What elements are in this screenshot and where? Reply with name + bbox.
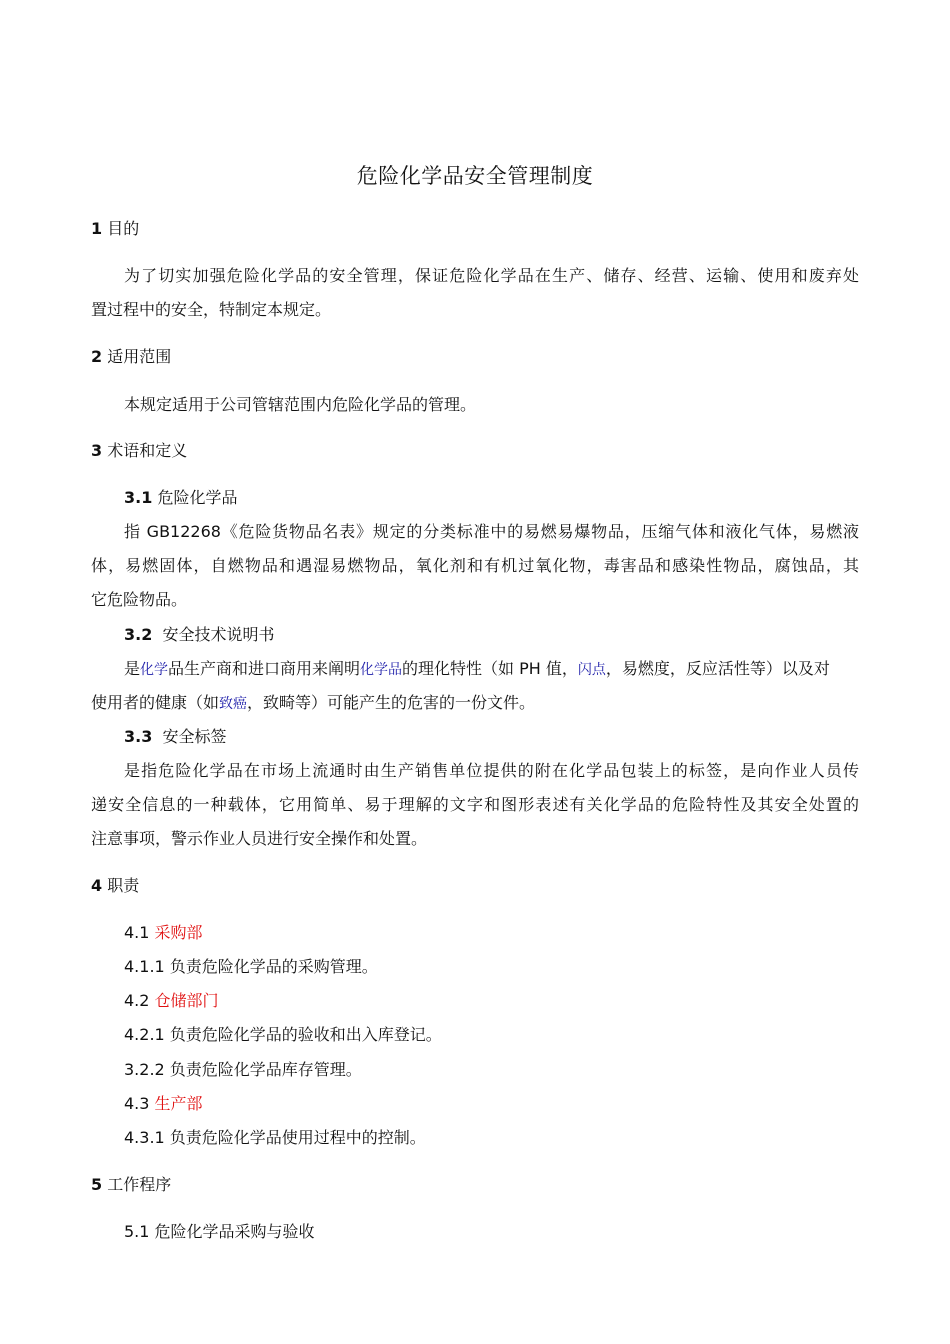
item-4-2-1: 4.2.1 负责危险化学品的验收和出入库登记。 bbox=[124, 1025, 442, 1044]
text-run: 品生产商和进口商用来阐明 bbox=[168, 659, 361, 678]
item-number: 4.3 bbox=[124, 1094, 150, 1113]
link-chemical[interactable]: 化学 bbox=[140, 662, 169, 678]
text-run: 的理化特性（如 PH 值， bbox=[402, 659, 578, 678]
subsection-number: 3.1 bbox=[124, 488, 153, 507]
page-title: 危险化学品安全管理制度 bbox=[356, 164, 594, 188]
section-4-heading bbox=[91, 876, 139, 896]
section-3-heading bbox=[91, 441, 187, 461]
item-5-1: 5.1 危险化学品采购与验收 bbox=[124, 1222, 315, 1241]
item-4-3 bbox=[124, 1094, 203, 1114]
link-chemicals[interactable]: 化学品 bbox=[360, 662, 403, 678]
section-number: 4 bbox=[91, 876, 103, 895]
item-number: 4.2 bbox=[124, 991, 150, 1010]
item-4-1-1: 4.1.1 负责危险化学品的采购管理。 bbox=[124, 957, 378, 976]
section-label: 职责 bbox=[107, 876, 140, 895]
paragraph-line: 递安全信息的一种载体，它用简单、易于理解的文字和图形表述有关化学品的危险特性及其安全处置的 bbox=[91, 795, 859, 814]
paragraph-line: 为了切实加强危险化学品的安全管理，保证危险化学品在生产、储存、经营、运输、使用和废弃处 bbox=[124, 266, 859, 285]
subsection-number: 3.3 bbox=[124, 727, 153, 746]
section-label: 适用范围 bbox=[107, 347, 172, 366]
section-number: 2 bbox=[91, 347, 103, 366]
subsection-3-3-heading bbox=[124, 727, 227, 747]
item-3-2-2: 3.2.2 负责危险化学品库存管理。 bbox=[124, 1060, 362, 1079]
paragraph-line: 它危险物品。 bbox=[91, 590, 188, 609]
section-label: 术语和定义 bbox=[107, 441, 188, 460]
item-4-2 bbox=[124, 991, 219, 1011]
section-number: 3 bbox=[91, 441, 103, 460]
section-label: 工作程序 bbox=[107, 1175, 172, 1194]
paragraph-line: 指 GB12268《危险货物品名表》规定的分类标准中的易燃易爆物品，压缩气体和液化气体，易燃液 bbox=[124, 522, 859, 541]
section-label: 目的 bbox=[107, 219, 140, 238]
item-label: 生产部 bbox=[154, 1094, 203, 1113]
paragraph-line: 体，易燃固体，自燃物品和遇湿易燃物品，氧化剂和有机过氧化物，毒害品和感染性物品，腐蚀品，其 bbox=[91, 556, 859, 575]
text-run: 使用者的健康（如 bbox=[91, 693, 220, 712]
paragraph-line: 注意事项，警示作业人员进行安全操作和处置。 bbox=[91, 829, 428, 848]
subsection-3-2-heading bbox=[124, 625, 275, 645]
subsection-3-1-heading bbox=[124, 488, 237, 508]
item-number: 4.1 bbox=[124, 923, 150, 942]
subsection-label: 危险化学品 bbox=[157, 488, 238, 507]
item-4-1 bbox=[124, 923, 203, 943]
text-run: 是 bbox=[124, 659, 141, 678]
item-label: 采购部 bbox=[154, 923, 203, 942]
item-label: 仓储部门 bbox=[154, 991, 219, 1010]
paragraph-line bbox=[124, 659, 830, 680]
section-5-heading bbox=[91, 1175, 171, 1195]
link-flash-point[interactable]: 闪点 bbox=[577, 662, 606, 678]
paragraph-line: 置过程中的安全，特制定本规定。 bbox=[91, 300, 332, 319]
paragraph-line: 本规定适用于公司管辖范围内危险化学品的管理。 bbox=[124, 395, 477, 414]
paragraph-line: 是指危险化学品在市场上流通时由生产销售单位提供的附在化学品包装上的标签，是向作业人员传 bbox=[124, 761, 859, 780]
section-number: 5 bbox=[91, 1175, 103, 1194]
section-2-heading bbox=[91, 347, 171, 367]
subsection-label: 安全技术说明书 bbox=[162, 625, 275, 644]
paragraph-line bbox=[91, 693, 535, 714]
text-run: ，致畸等）可能产生的危害的一份文件。 bbox=[247, 693, 536, 712]
section-number: 1 bbox=[91, 219, 103, 238]
subsection-label: 安全标签 bbox=[162, 727, 227, 746]
link-carcinogenic[interactable]: 致癌 bbox=[219, 696, 248, 712]
section-1-heading bbox=[91, 219, 139, 239]
subsection-number: 3.2 bbox=[124, 625, 153, 644]
item-4-3-1: 4.3.1 负责危险化学品使用过程中的控制。 bbox=[124, 1128, 426, 1147]
text-run: ，易燃度，反应活性等）以及对 bbox=[605, 659, 830, 678]
